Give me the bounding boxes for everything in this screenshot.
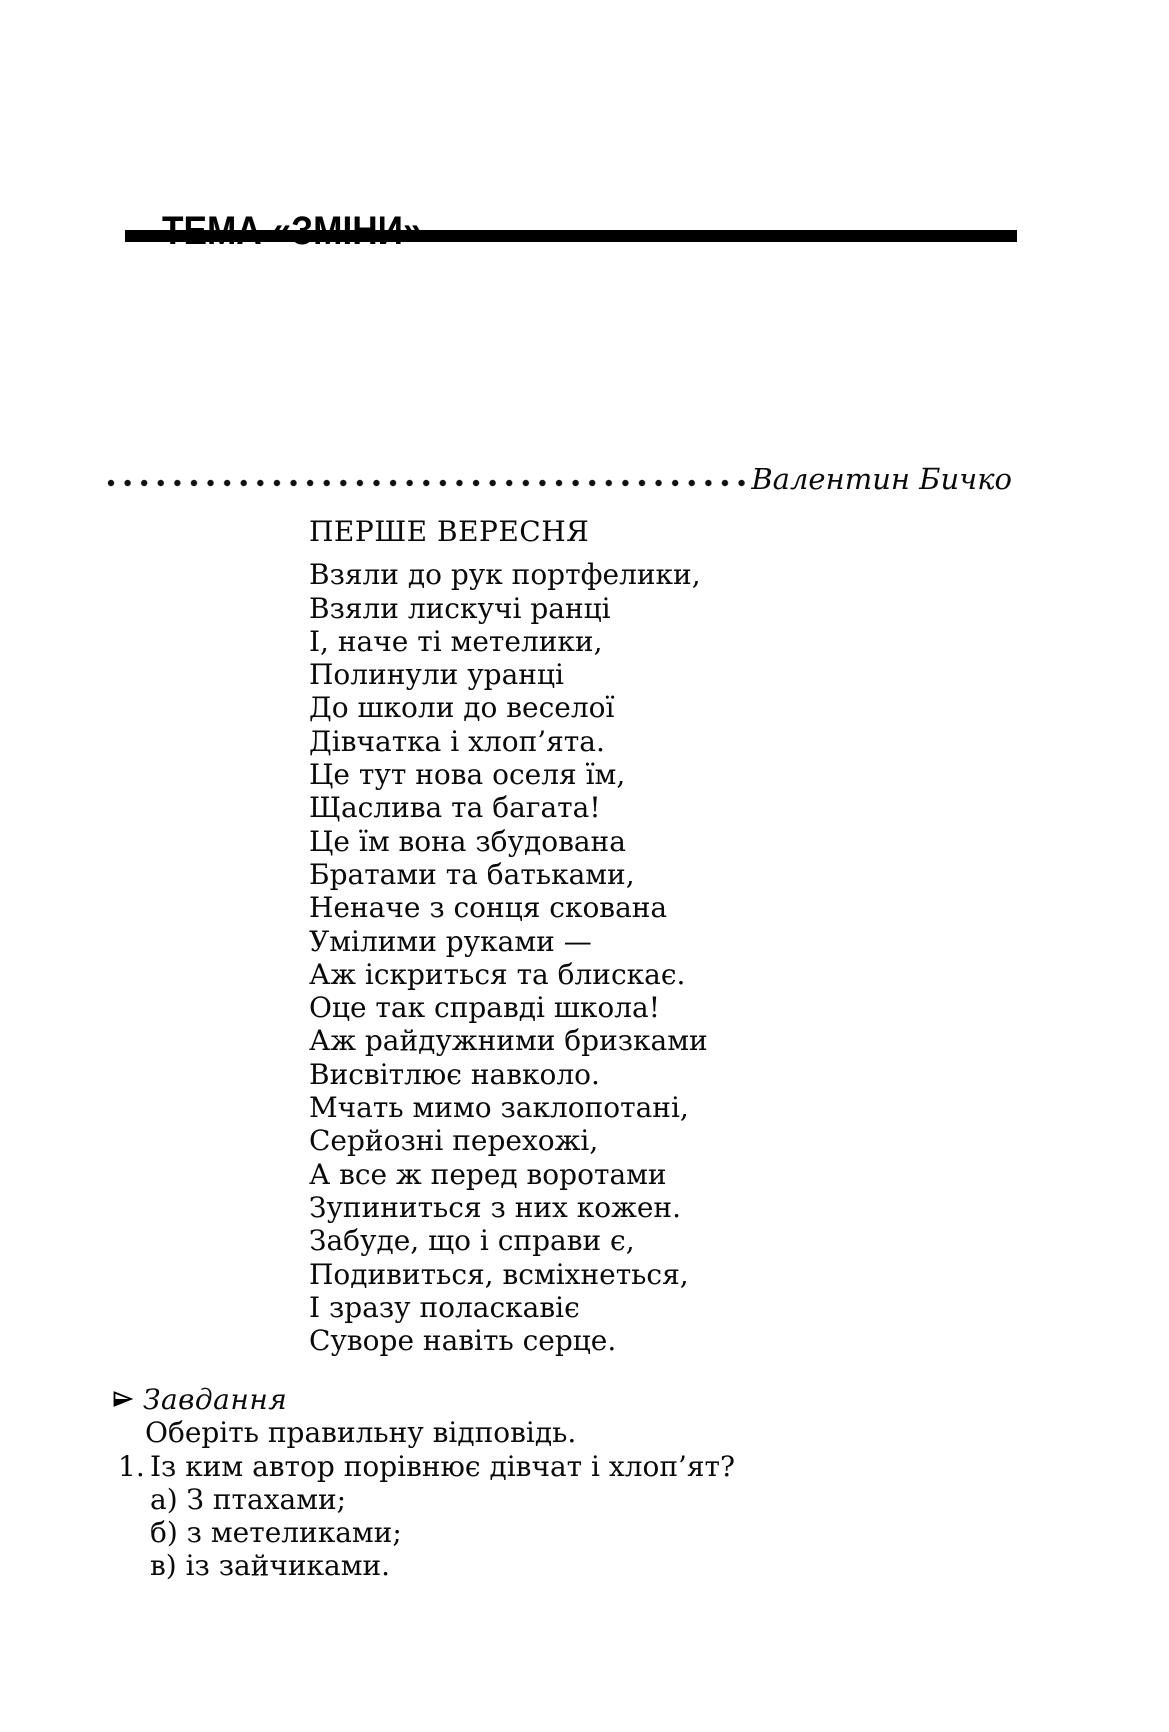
author-byline: Валентин Бичко [751,462,1012,496]
poem-line: Полинули уранці [309,658,564,692]
poem [309,515,708,1357]
tasks-section [0,1383,1169,1583]
arrowhead-bullet-icon [113,1391,133,1407]
answer-option: б) з метеликами; [150,1516,402,1550]
poem-line: Це тут нова оселя їм, [309,758,626,792]
question-number: 1. [118,1449,145,1483]
poem-line: Серйозні перехожі, [309,1124,599,1158]
poem-lines [309,558,708,1357]
poem-line: Подивиться, всміхнеться, [309,1257,689,1291]
poem-line: Братами та батьками, [309,857,635,891]
poem-line: Забуде, що і справи є, [309,1224,635,1258]
poem-title: ПЕРШЕ ВЕРЕСНЯ [309,515,590,548]
poem-line: І зразу поласкавіє [309,1290,580,1324]
task-heading-label: Завдання [143,1383,288,1416]
poem-line: Взяли до рук портфелики, [309,558,701,592]
poem-line: Це їм вона збудована [309,824,626,858]
dotted-leader [107,479,751,487]
poem-line: І, наче ті метелики, [309,624,603,658]
poem-line: Аж райдужними бризками [309,1024,708,1058]
answer-option: в) із зайчиками. [150,1549,391,1583]
poem-line: До школи до веселої [309,691,615,725]
question-text: Із ким автор порівнює дівчат і хлоп’ят? [150,1449,736,1483]
poem-line: Висвітлює навколо. [309,1057,600,1091]
poem-line: Неначе з сонця скована [309,891,668,925]
poem-line: Мчать мимо заклопотані, [309,1091,689,1125]
poem-line: Умілими руками — [309,924,592,958]
poem-line: Зупиниться з них кожен. [309,1190,681,1224]
poem-line: Аж іскриться та блискає. [309,957,686,991]
task-instruction: Оберіть правильну відповідь. [145,1416,577,1450]
poem-line: Щаслива та багата! [309,791,601,825]
poem-line: Дівчатка і хлоп’ята. [309,724,605,758]
poem-line: Взяли лискучі ранці [309,591,611,625]
poem-line: А все ж перед воротами [309,1157,667,1191]
task-question [0,1450,1169,1483]
poem-line: Оце так справді школа! [309,991,660,1025]
title-rule [125,230,1017,242]
answer-option: а) З птахами; [150,1482,347,1516]
poem-line: Суворе навіть серце. [309,1324,617,1358]
task-heading-row [0,1383,1169,1416]
answer-options [0,1483,1169,1583]
